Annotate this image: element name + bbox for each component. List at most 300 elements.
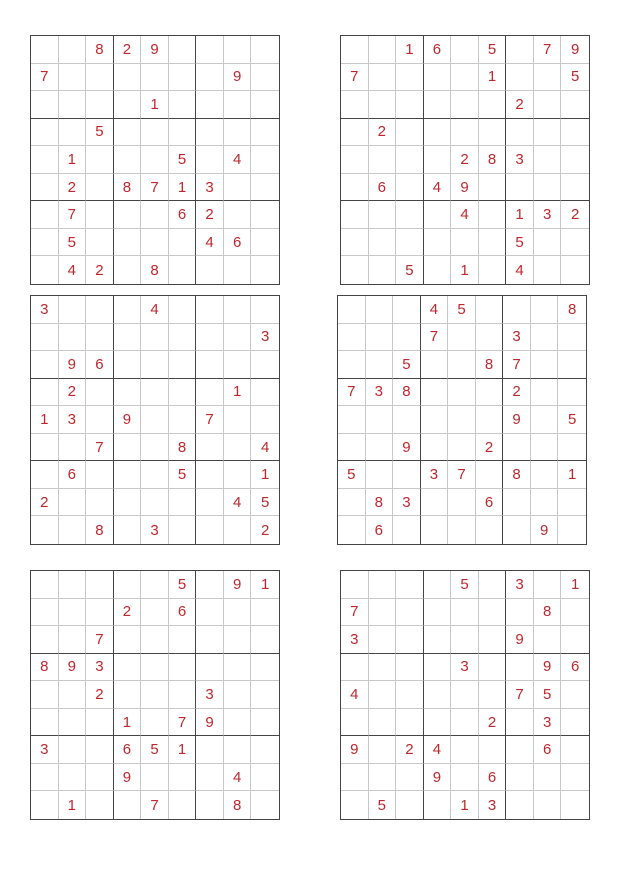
sudoku-cell: 2 (506, 91, 534, 119)
sudoku-cell (31, 351, 59, 379)
sudoku-cell: 5 (479, 36, 507, 64)
sudoku-grid-3 (30, 295, 280, 545)
sudoku-cell (479, 256, 507, 284)
sudoku-cell (341, 654, 369, 682)
sudoku-cell (114, 229, 142, 257)
sudoku-cell (369, 709, 397, 737)
sudoku-cell (114, 146, 142, 174)
sudoku-cell (424, 791, 452, 819)
sudoku-cell (114, 324, 142, 352)
sudoku-cell (141, 461, 169, 489)
sudoku-cell (451, 736, 479, 764)
sudoku-cell (396, 174, 424, 202)
sudoku-cell (196, 516, 224, 544)
sudoku-cell (59, 434, 87, 462)
sudoku-cell (424, 709, 452, 737)
sudoku-cell (59, 324, 87, 352)
sudoku-cell: 4 (196, 229, 224, 257)
sudoku-cell (86, 736, 114, 764)
sudoku-cell: 8 (393, 379, 421, 407)
sudoku-cell: 3 (141, 516, 169, 544)
sudoku-cell (506, 654, 534, 682)
sudoku-cell (448, 434, 476, 462)
sudoku-cell: 5 (534, 681, 562, 709)
sudoku-cell (451, 36, 479, 64)
sudoku-cell (561, 119, 589, 147)
sudoku-cell (396, 146, 424, 174)
sudoku-cell (338, 516, 366, 544)
sudoku-cell: 1 (59, 146, 87, 174)
sudoku-cell: 1 (451, 256, 479, 284)
sudoku-cell (448, 489, 476, 517)
sudoku-cell (31, 599, 59, 627)
sudoku-cell (476, 406, 504, 434)
sudoku-cell: 7 (506, 681, 534, 709)
sudoku-cell: 2 (261, 521, 270, 539)
sudoku-cell (531, 461, 559, 489)
sudoku-cell (396, 626, 424, 654)
sudoku-cell (338, 296, 366, 324)
sudoku-cell (86, 461, 114, 489)
sudoku-cell: 4 (251, 434, 279, 462)
sudoku-cell (393, 461, 421, 489)
sudoku-cell (196, 36, 224, 64)
sudoku-cell: 5 (338, 461, 366, 489)
sudoku-cell (86, 379, 114, 407)
sudoku-cell (86, 571, 114, 599)
sudoku-cell (451, 599, 479, 627)
sudoku-cell (86, 791, 114, 819)
sudoku-cell (341, 174, 369, 202)
sudoku-cell (251, 736, 279, 764)
sudoku-cell (366, 461, 394, 489)
sudoku-cell (141, 599, 169, 627)
sudoku-cell (31, 229, 59, 257)
sudoku-cell (224, 36, 252, 64)
sudoku-cell (421, 351, 449, 379)
sudoku-cell (196, 296, 224, 324)
sudoku-cell: 5 (141, 736, 169, 764)
sudoku-cell (224, 709, 252, 737)
sudoku-cell (59, 64, 87, 92)
sudoku-cell: 5 (448, 296, 476, 324)
sudoku-cell (59, 516, 87, 544)
sudoku-cell (196, 764, 224, 792)
sudoku-cell: 2 (114, 36, 142, 64)
sudoku-cell (506, 64, 534, 92)
sudoku-cell: 1 (141, 91, 169, 119)
sudoku-cell: 7 (86, 626, 114, 654)
sudoku-cell (451, 681, 479, 709)
sudoku-cell (451, 229, 479, 257)
sudoku-cell (558, 379, 586, 407)
sudoku-cell (31, 324, 59, 352)
sudoku-cell (31, 571, 59, 599)
sudoku-cell: 7 (141, 791, 169, 819)
sudoku-cell (196, 324, 224, 352)
sudoku-cell (369, 764, 397, 792)
sudoku-cell (531, 324, 559, 352)
sudoku-cell (141, 571, 169, 599)
sudoku-cell: 9 (114, 764, 142, 792)
sudoku-cell (341, 256, 369, 284)
sudoku-cell (251, 256, 279, 284)
sudoku-cell (114, 64, 142, 92)
sudoku-cell (31, 791, 59, 819)
sudoku-cell: 8 (86, 516, 114, 544)
sudoku-cell (534, 229, 562, 257)
sudoku-cell (338, 434, 366, 462)
sudoku-cell: 3 (31, 296, 59, 324)
sudoku-cell (396, 201, 424, 229)
sudoku-cell (59, 36, 87, 64)
sudoku-cell (369, 146, 397, 174)
sudoku-cell: 5 (396, 256, 424, 284)
sudoku-cell (251, 119, 279, 147)
sudoku-cell (396, 571, 424, 599)
sudoku-cell (366, 351, 394, 379)
sudoku-cell: 4 (224, 764, 252, 792)
sudoku-cell: 9 (114, 406, 142, 434)
sudoku-cell: 9 (451, 174, 479, 202)
sudoku-cell: 8 (141, 256, 169, 284)
sudoku-cell (196, 461, 224, 489)
sudoku-cell (196, 571, 224, 599)
sudoku-cell (251, 709, 279, 737)
sudoku-cell (31, 764, 59, 792)
sudoku-cell (341, 36, 369, 64)
sudoku-cell: 3 (421, 461, 449, 489)
sudoku-cell (141, 119, 169, 147)
sudoku-cell (506, 791, 534, 819)
sudoku-cell (341, 571, 369, 599)
sudoku-cell (196, 91, 224, 119)
sudoku-cell (114, 296, 142, 324)
sudoku-cell (338, 351, 366, 379)
sudoku-cell (141, 489, 169, 517)
sudoku-cell (451, 626, 479, 654)
sudoku-cell (479, 571, 507, 599)
sudoku-cell: 1 (396, 36, 424, 64)
sudoku-cell (224, 461, 252, 489)
sudoku-cell (196, 654, 224, 682)
sudoku-cell (396, 229, 424, 257)
sudoku-cell (531, 434, 559, 462)
sudoku-cell (396, 764, 424, 792)
sudoku-cell (393, 406, 421, 434)
sudoku-cell (169, 379, 197, 407)
sudoku-cell (251, 174, 279, 202)
sudoku-cell (86, 406, 114, 434)
sudoku-cell: 9 (506, 626, 534, 654)
sudoku-cell: 1 (251, 571, 279, 599)
sudoku-cell (196, 791, 224, 819)
sudoku-cell (251, 229, 279, 257)
sudoku-cell: 9 (561, 36, 589, 64)
sudoku-cell (479, 736, 507, 764)
sudoku-cell: 2 (451, 146, 479, 174)
sudoku-cell: 2 (114, 599, 142, 627)
sudoku-cell (369, 36, 397, 64)
sudoku-cell (224, 324, 252, 352)
sudoku-cell: 5 (169, 461, 197, 489)
sudoku-cell: 3 (506, 571, 534, 599)
sudoku-cell (561, 764, 589, 792)
sudoku-cell: 8 (476, 351, 504, 379)
sudoku-cell (561, 174, 589, 202)
sudoku-cell (224, 201, 252, 229)
sudoku-cell (114, 654, 142, 682)
sudoku-cell (396, 709, 424, 737)
sudoku-cell: 4 (224, 489, 252, 517)
sudoku-cell: 4 (506, 256, 534, 284)
sudoku-cell (424, 64, 452, 92)
sudoku-cell (141, 146, 169, 174)
sudoku-cell: 6 (59, 461, 87, 489)
sudoku-cell (341, 201, 369, 229)
sudoku-cell (86, 174, 114, 202)
sudoku-cell: 9 (531, 516, 559, 544)
sudoku-grid-4 (337, 295, 587, 545)
sudoku-cell (224, 681, 252, 709)
sudoku-cell (424, 229, 452, 257)
sudoku-cell: 5 (393, 351, 421, 379)
sudoku-cell: 6 (561, 654, 589, 682)
sudoku-cell: 7 (448, 461, 476, 489)
sudoku-cell (114, 791, 142, 819)
sudoku-cell: 5 (506, 229, 534, 257)
sudoku-cell (503, 489, 531, 517)
sudoku-cell (393, 324, 421, 352)
sudoku-cell (506, 709, 534, 737)
sudoku-cell (561, 681, 589, 709)
sudoku-cell: 2 (59, 379, 87, 407)
sudoku-cell (338, 324, 366, 352)
sudoku-cell (424, 681, 452, 709)
sudoku-cell (479, 201, 507, 229)
sudoku-cell (141, 351, 169, 379)
sudoku-grid-2 (340, 35, 590, 285)
sudoku-cell (31, 119, 59, 147)
sudoku-cell: 8 (558, 296, 586, 324)
sudoku-cell (531, 351, 559, 379)
sudoku-cell (196, 626, 224, 654)
sudoku-cell: 3 (534, 201, 562, 229)
sudoku-cell (251, 201, 279, 229)
sudoku-cell: 8 (224, 791, 252, 819)
sudoku-cell: 9 (59, 654, 87, 682)
sudoku-cell: 2 (86, 681, 114, 709)
sudoku-cell (534, 174, 562, 202)
sudoku-cell (224, 296, 252, 324)
sudoku-cell (451, 119, 479, 147)
sudoku-cell (114, 571, 142, 599)
sudoku-cell (59, 709, 87, 737)
sudoku-cell (558, 351, 586, 379)
sudoku-cell (86, 146, 114, 174)
sudoku-cell (448, 406, 476, 434)
sudoku-cell: 4 (424, 174, 452, 202)
sudoku-cell (424, 201, 452, 229)
sudoku-cell (534, 626, 562, 654)
sudoku-cell (561, 146, 589, 174)
sudoku-cell (506, 119, 534, 147)
sudoku-cell (59, 599, 87, 627)
sudoku-grid-1 (30, 35, 280, 285)
sudoku-cell (86, 599, 114, 627)
sudoku-cell (59, 571, 87, 599)
sudoku-cell (396, 791, 424, 819)
sudoku-cell (31, 434, 59, 462)
sudoku-cell (141, 64, 169, 92)
sudoku-cell (561, 229, 589, 257)
sudoku-cell (369, 229, 397, 257)
sudoku-cell: 2 (369, 119, 397, 147)
sudoku-cell (196, 256, 224, 284)
sudoku-cell: 3 (479, 791, 507, 819)
sudoku-cell: 1 (114, 709, 142, 737)
sudoku-cell (369, 64, 397, 92)
sudoku-cell: 9 (224, 571, 252, 599)
sudoku-cell (114, 379, 142, 407)
sudoku-cell (141, 201, 169, 229)
sudoku-cell (169, 351, 197, 379)
sudoku-cell (59, 91, 87, 119)
sudoku-cell (224, 599, 252, 627)
sudoku-cell (169, 256, 197, 284)
sudoku-cell (251, 599, 279, 627)
sudoku-cell: 3 (393, 489, 421, 517)
sudoku-cell (224, 351, 252, 379)
sudoku-cell: 8 (86, 36, 114, 64)
sudoku-cell (476, 516, 504, 544)
sudoku-cell: 3 (86, 654, 114, 682)
sudoku-cell (369, 256, 397, 284)
sudoku-cell (531, 379, 559, 407)
sudoku-cell (251, 626, 279, 654)
sudoku-cell: 2 (86, 256, 114, 284)
sudoku-cell: 1 (169, 174, 197, 202)
sudoku-cell (396, 91, 424, 119)
sudoku-cell (451, 64, 479, 92)
sudoku-cell: 5 (59, 229, 87, 257)
sudoku-cell (341, 764, 369, 792)
sudoku-cell (369, 626, 397, 654)
sudoku-cell (196, 379, 224, 407)
sudoku-cell (424, 654, 452, 682)
sudoku-cell (534, 91, 562, 119)
sudoku-cell (224, 406, 252, 434)
sudoku-cell (561, 626, 589, 654)
sudoku-cell: 2 (396, 736, 424, 764)
sudoku-cell (224, 256, 252, 284)
sudoku-cell: 4 (424, 736, 452, 764)
sudoku-cell (479, 91, 507, 119)
sudoku-cell (31, 201, 59, 229)
sudoku-cell: 8 (479, 146, 507, 174)
sudoku-cell: 8 (31, 654, 59, 682)
sudoku-cell (114, 119, 142, 147)
sudoku-cell (476, 461, 504, 489)
sudoku-cell (448, 324, 476, 352)
sudoku-cell: 3 (534, 709, 562, 737)
sudoku-cell (479, 654, 507, 682)
sudoku-cell (479, 626, 507, 654)
sudoku-cell: 9 (341, 736, 369, 764)
sudoku-cell (59, 764, 87, 792)
sudoku-cell: 5 (169, 571, 197, 599)
sudoku-cell (59, 489, 87, 517)
sudoku-cell (421, 434, 449, 462)
sudoku-cell: 6 (224, 229, 252, 257)
sudoku-cell: 3 (196, 174, 224, 202)
sudoku-cell (114, 351, 142, 379)
sudoku-cell (224, 91, 252, 119)
sudoku-cell (86, 91, 114, 119)
sudoku-cell: 4 (451, 201, 479, 229)
sudoku-cell (534, 64, 562, 92)
sudoku-cell: 7 (169, 709, 197, 737)
sudoku-cell (503, 296, 531, 324)
sudoku-cell (169, 296, 197, 324)
sudoku-cell (141, 764, 169, 792)
sudoku-cell (31, 174, 59, 202)
sudoku-cell (396, 681, 424, 709)
sudoku-cell (479, 681, 507, 709)
sudoku-grid-5 (30, 570, 280, 820)
sudoku-cell (396, 64, 424, 92)
sudoku-cell: 3 (59, 406, 87, 434)
sudoku-cell (424, 571, 452, 599)
sudoku-cell (558, 324, 586, 352)
sudoku-cell (396, 119, 424, 147)
sudoku-cell: 8 (534, 599, 562, 627)
sudoku-cell (396, 599, 424, 627)
sudoku-cell: 3 (366, 379, 394, 407)
sudoku-cell: 2 (561, 201, 589, 229)
sudoku-cell (369, 201, 397, 229)
sudoku-cell (448, 379, 476, 407)
sudoku-cell (86, 709, 114, 737)
sudoku-cell: 9 (141, 36, 169, 64)
sudoku-cell (169, 229, 197, 257)
sudoku-cell: 7 (503, 351, 531, 379)
sudoku-cell (31, 709, 59, 737)
sudoku-cell (86, 64, 114, 92)
sudoku-cell: 3 (251, 324, 279, 352)
sudoku-cell (86, 764, 114, 792)
sudoku-cell (59, 736, 87, 764)
sudoku-cell (421, 489, 449, 517)
sudoku-cell: 3 (506, 146, 534, 174)
sudoku-cell (169, 764, 197, 792)
sudoku-cell (114, 681, 142, 709)
sudoku-cell (31, 516, 59, 544)
sudoku-cell (141, 379, 169, 407)
sudoku-cell (169, 36, 197, 64)
sudoku-cell: 7 (338, 379, 366, 407)
sudoku-cell: 9 (393, 434, 421, 462)
sudoku-cell: 1 (59, 791, 87, 819)
sudoku-cell (506, 599, 534, 627)
sudoku-cell (451, 709, 479, 737)
sudoku-cell (476, 379, 504, 407)
sudoku-cell: 7 (59, 201, 87, 229)
sudoku-cell (341, 91, 369, 119)
sudoku-cell: 6 (369, 174, 397, 202)
sudoku-cell (558, 434, 586, 462)
sudoku-cell: 9 (534, 654, 562, 682)
